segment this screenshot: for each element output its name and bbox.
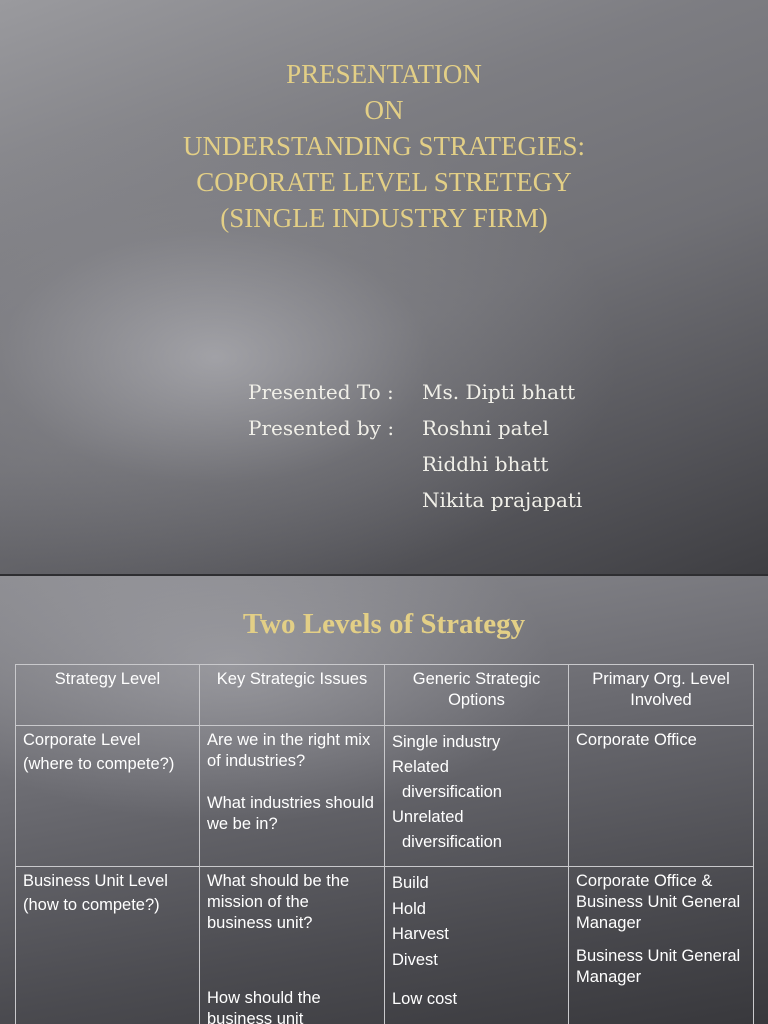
title-line: UNDERSTANDING STRATEGIES:: [182, 131, 586, 161]
presentation-title: [0, 56, 768, 236]
presenter-name: Riddhi bhatt: [422, 452, 549, 476]
header-key-issues: Key Strategic Issues: [200, 665, 385, 726]
cell-level: Business Unit Level (how to compete?): [16, 867, 200, 1024]
presented-to-label: Presented To :: [248, 380, 394, 404]
cell-issues: Are we in the right mix of industries? What industries should we be in?: [200, 726, 385, 867]
header-strategy-level: Strategy Level: [16, 665, 200, 726]
cell-options: Single industry Related diversification Unrelated diversification: [385, 726, 569, 867]
slide-title: Two Levels of Strategy: [242, 608, 526, 640]
title-line: ON: [364, 95, 404, 125]
title-line: PRESENTATION: [286, 59, 482, 89]
presenter-name: Nikita prajapati: [422, 488, 583, 512]
title-line: COPORATE LEVEL STRETEGY: [196, 167, 572, 197]
presented-by-label: Presented by :: [248, 416, 395, 440]
header-generic-options: Generic Strategic Options: [385, 665, 569, 726]
cell-issues: What should be the mission of the business unit? How should the business unit: [200, 867, 385, 1024]
table-row: [16, 867, 754, 1024]
strategy-table: [15, 664, 754, 1024]
presenter-name: Roshni patel: [422, 416, 549, 440]
table-row: [16, 726, 754, 867]
title-line: (SINGLE INDUSTRY FIRM): [220, 203, 548, 233]
strategy-levels-slide: [0, 576, 768, 1024]
cell-org: Corporate Office: [569, 726, 754, 867]
presenters-block: [248, 374, 582, 518]
table-header-row: [16, 665, 754, 726]
cell-org: Corporate Office & Business Unit General Manager Business Unit General Manager: [569, 867, 754, 1024]
header-org-level: Primary Org. Level Involved: [569, 665, 754, 726]
presented-to-name: Ms. Dipti bhatt: [422, 380, 576, 404]
cell-level: Corporate Level (where to compete?): [16, 726, 200, 867]
cell-options: Build Hold Harvest Divest Low cost: [385, 867, 569, 1024]
